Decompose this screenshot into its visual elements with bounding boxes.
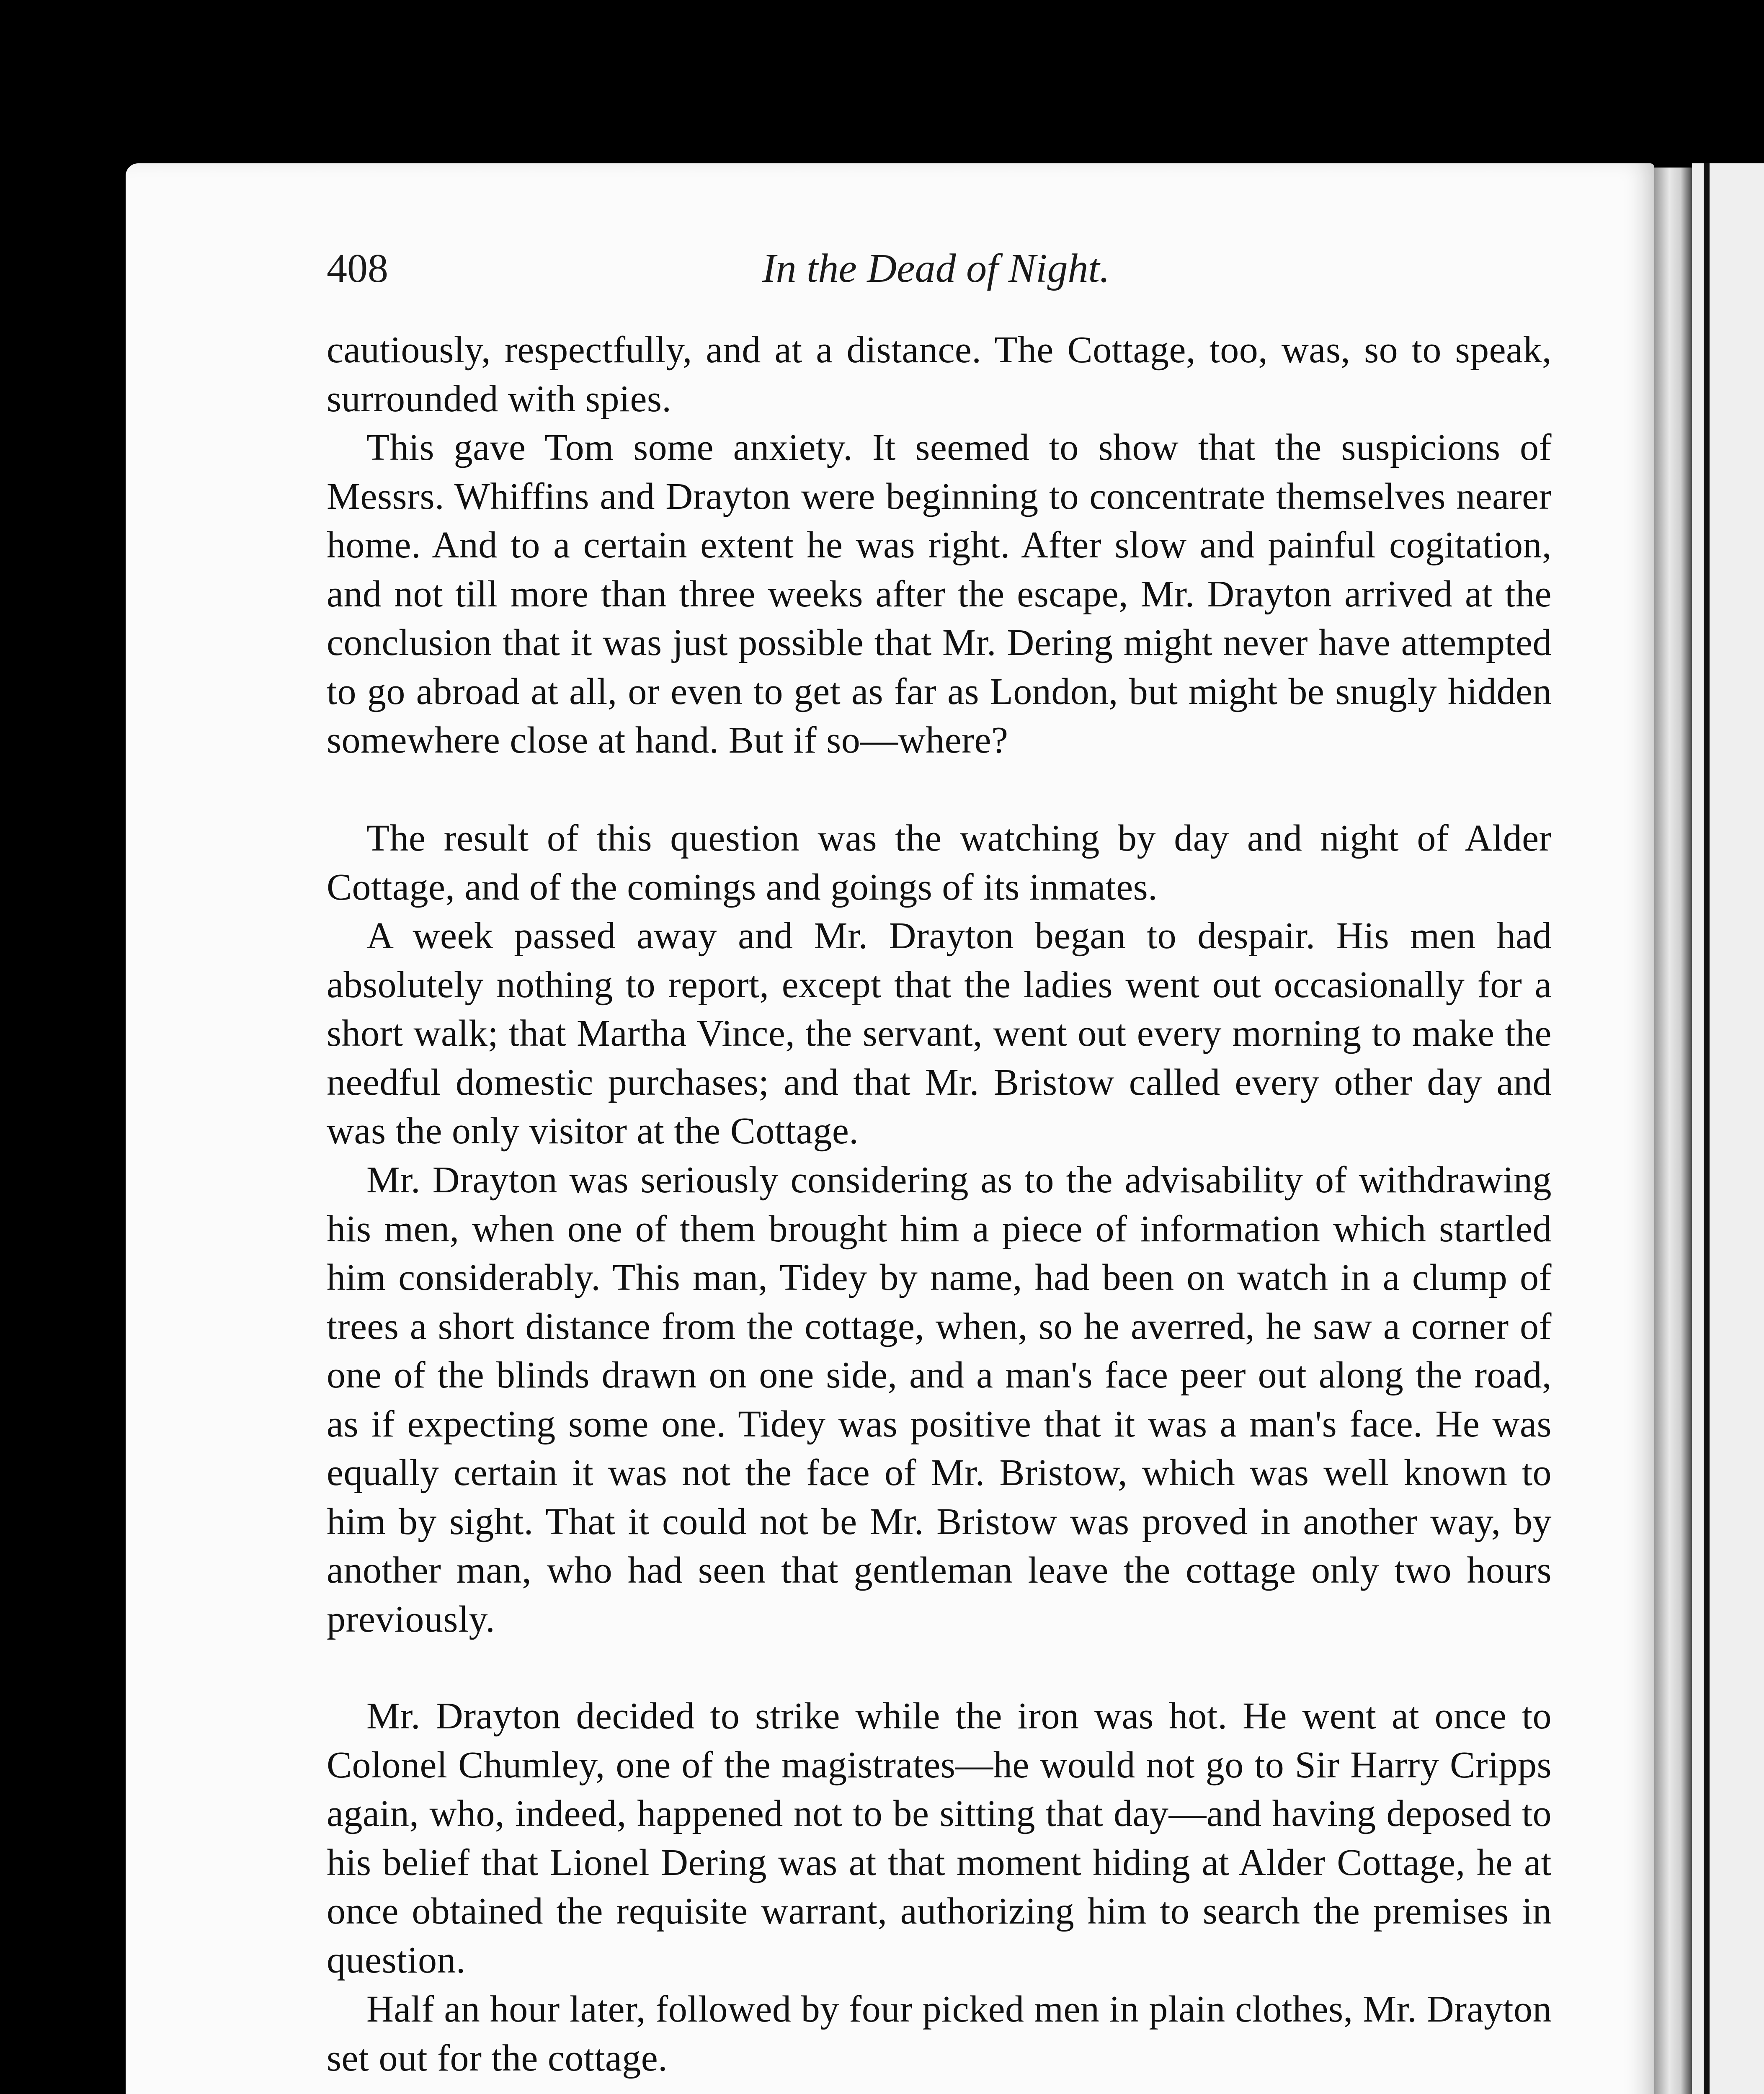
- page-header: [327, 245, 1541, 308]
- facing-page-border: [1704, 163, 1710, 2094]
- book-gutter: [1654, 168, 1692, 2094]
- paragraph: The result of this question was the watching by day and night of Alder Cottage, and of the comings and goings of its inmates.: [327, 817, 1552, 908]
- paragraph: This gave Tom some anxiety. It seemed to show that the suspicions of Messrs. Whiffins and Drayton were beginning to concentrate themselves nearer home. And to a certain extent he was right. After slow and painful cogitation, and not till more than three weeks after the escape, Mr. Drayton arrived at the conclusion that it was just possible that Mr. Dering might never have attempted to go abroad at all, or even to get as far as London, but might be snugly hidden somewhere close at hand. But if so—where?: [327, 427, 1552, 761]
- paragraph: Mr. Drayton decided to strike while the iron was hot. He went at once to Colonel Chumley, one of the magistrates—he would not go to Sir Harry Cripps again, who, indeed, happened not to be sitting that day—and having deposed to his belief that Lionel Dering was at that moment hiding at Alder Cottage, he at once obtained the requisite warrant, authorizing him to search the premises in question.: [327, 1695, 1552, 1981]
- facing-page-edge: [1692, 163, 1764, 2094]
- page-number: 408: [327, 246, 388, 291]
- running-head: In the Dead of Night.: [762, 246, 1110, 291]
- paragraph: Mr. Drayton was seriously considering as to the advisability of withdrawing his men, when one of them brought him a piece of information which startled him considerably. This man, Tidey by name, had been on watch in a clump of trees a short distance from the cottage, when, so he averred, he saw a corner of one of the blinds drawn on one side, and a man's face peer out along the road, as if expecting some one. Tidey was positive that it was a man's face. He was equally certain it was not the face of Mr. Bristow, which was well known to him by sight. That it could not be Mr. Bristow was proved in another way, by another man, who had seen that gentleman leave the cottage only two hours previously.: [327, 1159, 1552, 1640]
- paragraph: A week passed away and Mr. Drayton began to despair. His men had absolutely nothing to report, except that the ladies went out occasionally for a short walk; that Martha Vince, the servant, went out every morning to make the needful domestic purchases; and that Mr. Bristow called every other day and was the only visitor at the Cottage.: [327, 915, 1552, 1152]
- paragraph-continued: cautiously, respectfully, and at a distance. The Cottage, too, was, so to speak, surrounded with spies.: [327, 329, 1552, 420]
- paragraph: Half an hour later, followed by four picked men in plain clothes, Mr. Drayton set out for the cottage.: [327, 1988, 1552, 2079]
